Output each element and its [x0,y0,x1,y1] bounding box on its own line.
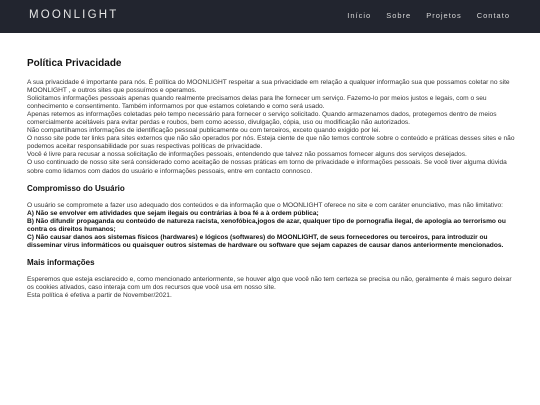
commitment-item-c: C) Não causar danos aos sistemas físicos (hardwares) e lógicos (softwares) do MOONLIGHT, de seus fornecedores ou terceiros, para introduzir ou disseminar vírus informáticos ou quaisquer outros sistemas de hardware ou software que sejam capazes de causar danos anteriormente mencionados. [27,233,504,249]
intro-paragraph-6: Você é livre para recusar a nossa solicitação de informações pessoais, entendendo que talvez não possamos fornecer alguns dos serviços desejados. [27,151,467,159]
intro-paragraph-3: Apenas retemos as informações coletadas pelo tempo necessário para fornecer o serviço solicitado. Quando armazenamos dados, protegemos dentro de meios comercialmente aceitáveis para evitar perdas e roubos, bem como acesso, divulgação, cópia, uso ou modificação não autorizados. [27,111,497,127]
brand-logo[interactable]: MOONLIGHT [29,9,119,21]
section-text-mais-informacoes: Esperemos que esteja esclarecido e, como mencionado anteriormente, se houver algo que você não tem certeza se precisa ou não, geralmente é mais seguro deixar os cookies ativados, caso interaja com um dos recursos que você usa em nosso site. [27,275,512,291]
intro-paragraph-7: O uso continuado de nosso site será considerado como aceitação de nossas práticas em torno de privacidade e informações pessoais. Se você tiver alguma dúvida sobre como lidamos com dados do usuário e informações pessoais, entre em contacto connosco. [27,159,507,175]
section-text-compromisso: O usuário se compromete a fazer uso adequado dos conteúdos e da informação que o MOONLIGHT oferece no site e com caráter enunciativo, mas não limitativo: [27,201,503,209]
intro-paragraph-4: Não compartilhamos informações de identificação pessoal publicamente ou com terceiros, exceto quando exigido por lei. [27,127,381,135]
nav-link-sobre[interactable]: Sobre [386,11,412,20]
section-heading-mais-informacoes: Mais informações [27,257,95,267]
commitment-item-b: B) Não difundir propaganda ou conteúdo de natureza racista, xenofóbica,jogos de azar, qualquer tipo de pornografia ilegal, de apologia ao terrorismo ou contra os direitos humanos; [27,217,506,233]
page-title: Política Privacidade [27,58,122,69]
main-nav [347,11,510,20]
top-navbar [0,0,540,33]
intro-paragraph-1: A sua privacidade é importante para nós. É política do MOONLIGHT respeitar a sua privacidade em relação a qualquer informação sua que possamos coletar no site MOONLIGHT , e outros sites que possuímos e operamos. [27,79,510,95]
intro-paragraph-5: O nosso site pode ter links para sites externos que não são operados por nós. Esteja ciente de que não temos controle sobre o conteúdo e práticas desses sites e não podemos aceitar responsabilidade por suas respectivas políticas de privacidade. [27,135,515,151]
policy-content [27,58,517,300]
nav-link-inicio[interactable]: Início [347,11,372,20]
section-heading-compromisso: Compromisso do Usuário [27,183,125,193]
nav-link-projetos[interactable]: Projetos [426,11,462,20]
commitment-item-a: A) Não se envolver em atividades que sejam ilegais ou contrárias à boa fé a à ordem pública; [27,209,319,217]
effective-date: Esta política é efetiva a partir de November/2021. [27,291,172,299]
nav-link-contato[interactable]: Contato [476,11,510,20]
intro-paragraph-2: Solicitamos informações pessoais apenas quando realmente precisamos delas para lhe fornecer um serviço. Fazemo-lo por meios justos e legais, com o seu conhecimento e consentimento. Também informamos por que estamos coletando e como será usado. [27,95,487,111]
